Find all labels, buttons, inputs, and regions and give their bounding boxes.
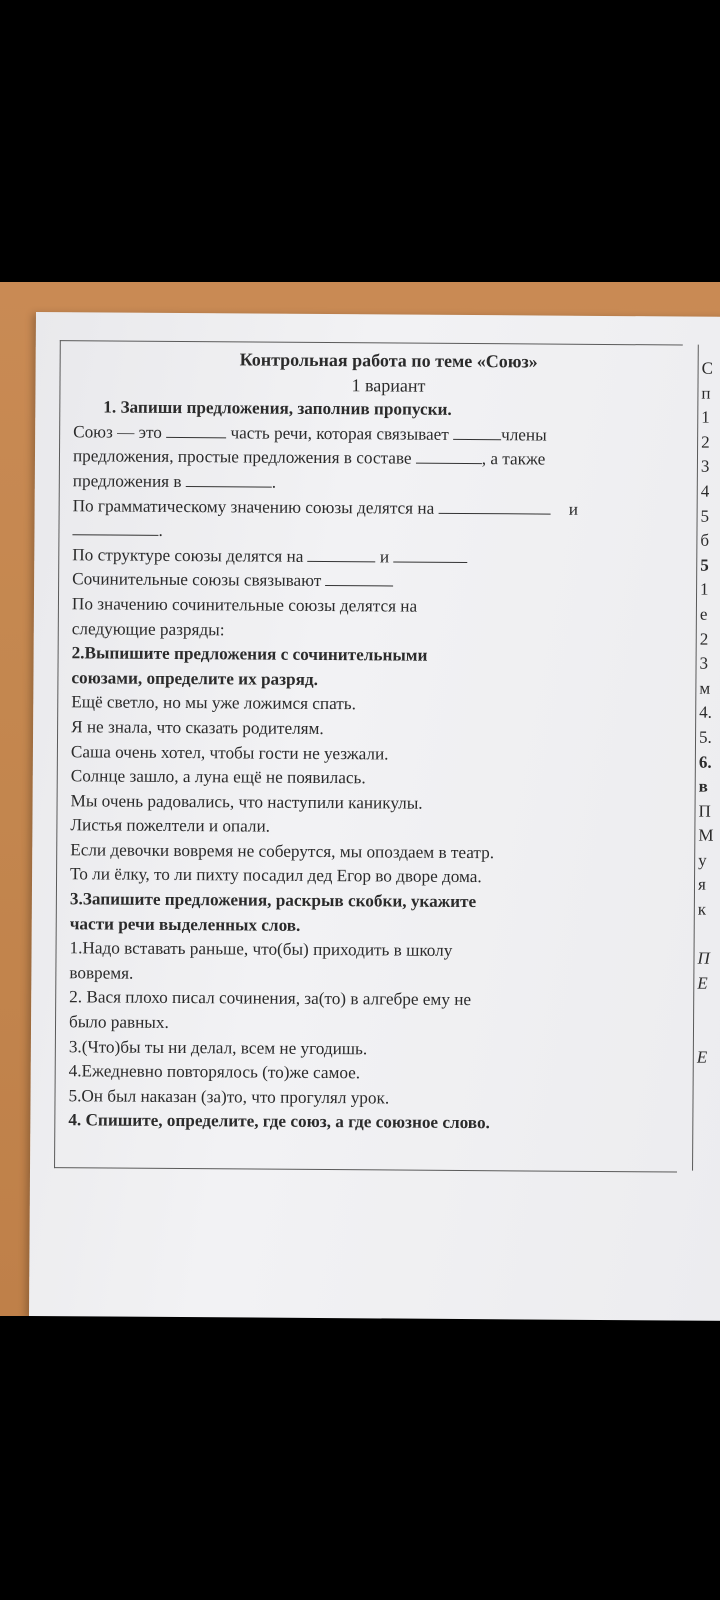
- task2-heading: 2.Выпишите предложения с сочинительными: [71, 643, 428, 665]
- cropped-char: [697, 996, 720, 1021]
- task1-line: Сочинительные союзы связывают: [72, 568, 682, 597]
- task3-line: 5.Он был наказан (за)то, что прогулял урок.: [68, 1086, 390, 1108]
- blank-field: [166, 423, 226, 438]
- variant-1-column: [68, 346, 683, 1137]
- cropped-char: П: [697, 948, 710, 968]
- cropped-char: к: [697, 899, 707, 919]
- blank-field: [453, 425, 501, 440]
- task1-line: предложения в .: [72, 471, 277, 492]
- task1-heading: 1. Запиши предложения, заполнив пропуски.: [103, 397, 452, 420]
- cropped-char: 5: [700, 555, 709, 575]
- task3-line: 2. Вася плохо писал сочинения, за(то) в алгебре ему не: [69, 987, 472, 1010]
- cropped-char: м: [699, 678, 711, 698]
- task2-sentence: Если девочки вовремя не соберутся, мы опоздаем в театр.: [70, 840, 495, 863]
- task1-line: .: [72, 518, 682, 547]
- task2-sentence: Мы очень радовались, что наступили каникулы.: [70, 790, 423, 813]
- task2-sentence: Ещё светло, но мы уже ложимся спать.: [71, 692, 357, 714]
- blank-field: [308, 547, 376, 562]
- cropped-char: я: [697, 875, 706, 895]
- task2-sentence: Солнце зашло, а луна ещё не появилась.: [70, 766, 366, 788]
- cropped-char: в: [698, 776, 708, 796]
- task3-heading: части речи выделенных слов.: [69, 913, 301, 935]
- blank-field: [186, 472, 272, 488]
- blank-field: [416, 449, 482, 464]
- cropped-char: [698, 922, 720, 947]
- blank-field: [326, 571, 394, 586]
- task3-line: 1.Надо вставать раньше, что(бы) приходить в школу: [69, 938, 453, 961]
- cropped-char: б: [700, 530, 710, 550]
- task2-sentence: То ли ёлку, то ли пихту посадил дед Егор во дворе дома.: [70, 864, 482, 887]
- task1-line: По грамматическому значению союзы делятся на и: [72, 495, 579, 519]
- task3-line: было равных.: [68, 1012, 169, 1032]
- cropped-char: у: [698, 850, 707, 870]
- test-sheet: [29, 312, 720, 1321]
- task1-line: По значению сочинительные союзы делятся на: [71, 594, 418, 616]
- cropped-char: 2: [699, 629, 709, 649]
- cropped-char: 2: [701, 432, 710, 452]
- variant-2-column-cropped: [697, 357, 720, 1070]
- cropped-char: е: [699, 604, 708, 624]
- task1-line: предложения, простые предложения в составе , а также: [72, 446, 546, 469]
- cropped-char: 3: [700, 457, 710, 477]
- task3-heading: 3.Запишите предложения, раскрыв скобки, укажите: [69, 889, 477, 912]
- cropped-char: 5: [700, 506, 710, 526]
- cropped-char: 4.: [699, 702, 713, 723]
- cropped-char: Е: [696, 1047, 708, 1067]
- cropped-char: 1: [700, 579, 709, 600]
- task1-line: По структуре союзы делятся на и: [72, 543, 682, 572]
- task2-sentence: Я не знала, что сказать родителям.: [71, 717, 324, 738]
- blank-field: [439, 498, 551, 514]
- cropped-char: П: [698, 801, 711, 821]
- cropped-char: п: [701, 383, 711, 403]
- task3-line: вовремя.: [69, 963, 134, 983]
- cropped-char: 5.: [698, 727, 712, 747]
- blank-field: [72, 520, 158, 536]
- task1-line: Союз — это часть речи, которая связывает члены: [73, 422, 547, 445]
- cropped-char: 6.: [698, 752, 712, 772]
- task2-heading: союзами, определите их разряд.: [71, 667, 318, 689]
- task4-heading: 4. Спишите, определите, где союз, а где союзное слово.: [68, 1110, 490, 1133]
- task2-sentence: Саша очень хотел, чтобы гости не уезжали.: [70, 741, 389, 763]
- cropped-char: М: [698, 825, 714, 846]
- cropped-char: Е: [697, 973, 708, 993]
- task3-line: 3.(Что)бы ты ни делал, всем не угодишь.: [68, 1036, 368, 1058]
- blank-field: [393, 547, 467, 563]
- variant-label: 1 вариант: [351, 374, 426, 396]
- task3-line: 4.Ежедневно повторялось (то)же самое.: [68, 1061, 361, 1083]
- task2-sentence: Листья пожелтели и опали.: [70, 815, 271, 836]
- cropped-char: 3: [699, 653, 709, 673]
- page-title: Контрольная работа по теме «Союз»: [239, 349, 538, 372]
- cropped-char: 1: [701, 407, 710, 427]
- task1-line: следующие разряды:: [71, 618, 225, 639]
- cropped-char: С: [701, 358, 714, 378]
- cropped-char: [697, 1021, 720, 1046]
- cropped-char: 4: [700, 481, 710, 501]
